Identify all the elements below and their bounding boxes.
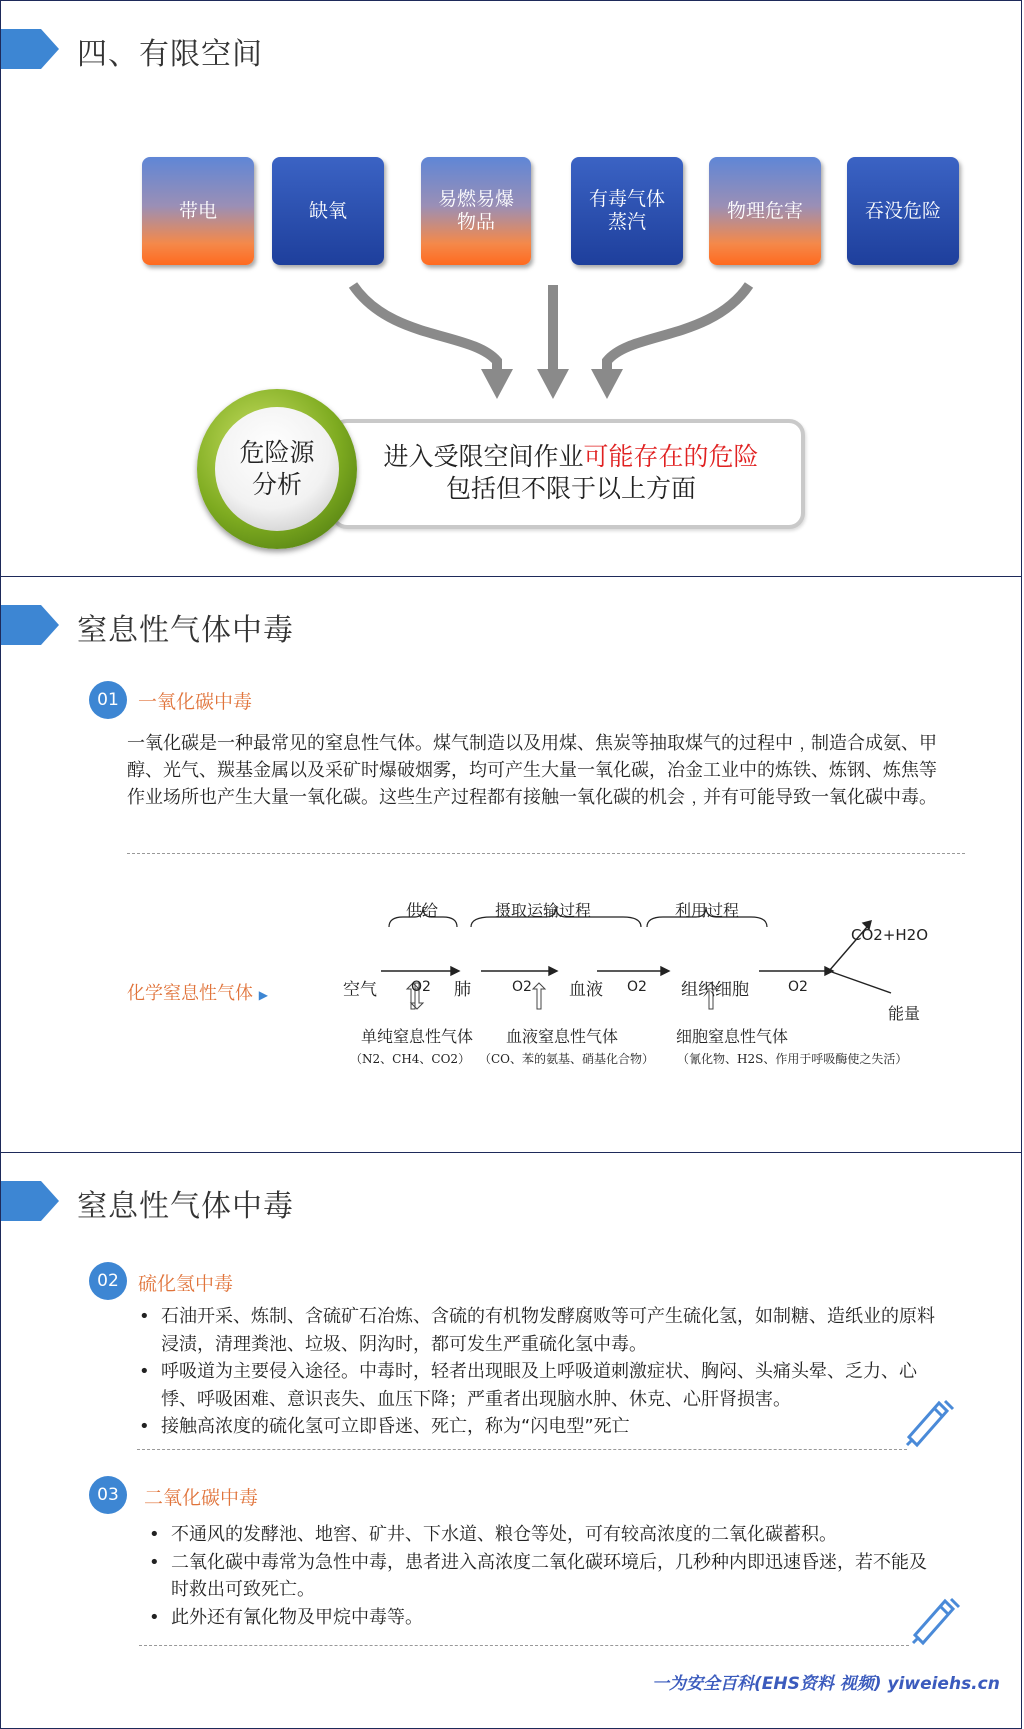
type-cell: 细胞窒息性气体 [676,1027,789,1046]
co-paragraph: 一氧化碳是一种最常见的窒息性气体。煤气制造以及用煤、焦炭等抽取煤气的过程中﹐制造合成氨、甲醇、光气、羰基金属以及采矿时爆破烟雾，均可产生大量一氧化碳，冶金工业中的炼铁、炼钢、炼焦等作业场所也产生大量一氧化碳。这些生产过程都有接触一氧化碳的机会﹐并有可能导致一氧化碳中毒。 [127,733,937,808]
pen-icon [907,1593,963,1649]
callout-line1-highlight: 可能存在的危险 [583,442,759,471]
diagram-side-label [127,979,268,1005]
title-arrow-icon [1,1181,59,1221]
list-item: • 呼吸道为主要侵入途径。中毒时，轻者出现眼及上呼吸道刺激症状、胸闷、头痛头晕、乏力、心悸、呼吸困难、意识丧失、血压下降；严重者出现脑水肿、休克、心肝肾损害。 [137,1358,937,1413]
stage-label-supply: 供给 [406,901,439,920]
slide-title: 窒息性气体中毒 [77,1189,294,1224]
list-item: • 二氧化碳中毒常为急性中毒，患者进入高浓度二氧化碳环境后，几秒种内即迅速昏迷，若不能及时救出可致死亡。 [147,1549,937,1604]
node-tissue-cell: 组织细胞 [681,980,749,1000]
hazard-box-oxygen-deficiency: 缺氧 [272,157,384,265]
section-number-badge: 03 [89,1476,127,1514]
node-air: 空气 [343,980,377,1000]
node-lung: 肺 [454,980,471,1000]
callout-line2: 包括但不限于以上方面 [445,474,696,503]
type-simple: 单纯窒息性气体 [361,1027,474,1046]
output-energy: 能量 [888,1004,921,1023]
type-cell-note: （氰化物、H2S、作用于呼吸酶使之失活） [677,1052,908,1066]
stage-label-transport: 摄取运输过程 [495,901,592,920]
hazard-box-flammable [421,157,531,265]
watermark: 一为安全百科(EHS资料 视频) yiweiehs.cn [652,1674,1000,1694]
list-item: • 此外还有氰化物及甲烷中毒等。 [147,1604,937,1632]
hazard-analysis-label: 危险源分析 [239,438,315,499]
output-co2-h2o: CO2+H2O [851,926,929,944]
co2-bullet-list [147,1521,937,1631]
list-item: • 接触高浓度的硫化氢可立即昏迷、死亡，称为“闪电型”死亡 [137,1413,937,1441]
pen-icon [901,1395,957,1451]
title-arrow-icon [1,29,59,69]
node-blood: 血液 [569,980,603,1000]
slide-title: 四、有限空间 [77,37,263,72]
converging-arrows-icon [331,281,771,406]
hazard-box-electric: 带电 [142,157,254,265]
slide-asphyxiant-gas-co [0,576,1022,1153]
type-simple-note: （N2、CH4、CO2） [350,1052,471,1066]
hazard-box-flammable-label: 易燃易爆物品 [437,188,514,233]
type-blood: 血液窒息性气体 [506,1027,619,1046]
stage-label-utilization: 利用过程 [675,901,740,920]
flow-o2-4: O2 [788,979,808,995]
h2s-bullet-list [137,1303,937,1441]
divider [139,1645,909,1646]
list-item: • 石油开采、炼制、含硫矿石冶炼、含硫的有机物发酵腐败等可产生硫化氢，如制糖、造纸业的原料浸渍，清理粪池、垃圾、阴沟时，都可发生严重硫化氢中毒。 [137,1303,937,1358]
flow-o2-2: O2 [512,979,532,995]
play-triangle-icon: ▶ [258,988,268,1002]
diagram-side-label-text: 化学窒息性气体 [127,983,253,1004]
title-arrow-icon [1,605,59,645]
type-blood-note: （CO、苯的氨基、硝基化合物） [479,1052,655,1066]
slide-limited-space [0,0,1022,577]
hazard-box-toxic-gas-label: 有毒气体蒸汽 [588,188,665,233]
hazard-box-physical: 物理危害 [709,157,821,265]
hazard-analysis-circle [215,407,339,531]
list-item: • 不通风的发酵池、地窖、矿井、下水道、粮仓等处，可有较高浓度的二氧化碳蓄积。 [147,1521,937,1549]
section-subtitle: 二氧化碳中毒 [144,1487,259,1509]
divider [137,1449,907,1450]
slide-asphyxiant-gas-h2s-co2 [0,1152,1022,1729]
section-number-badge: 02 [89,1262,127,1300]
slide-title: 窒息性气体中毒 [77,613,294,648]
section-subtitle: 一氧化碳中毒 [138,691,253,713]
callout-line1-prefix: 进入受限空间作业 [383,442,584,471]
callout-text [361,441,781,505]
section-number-badge: 01 [89,681,127,719]
hazard-box-toxic-gas [571,157,683,265]
hazard-box-engulfment: 吞没危险 [847,157,959,265]
flow-o2-3: O2 [627,979,647,995]
flow-o2-1: O2 [411,979,431,995]
section-subtitle: 硫化氢中毒 [138,1273,234,1295]
